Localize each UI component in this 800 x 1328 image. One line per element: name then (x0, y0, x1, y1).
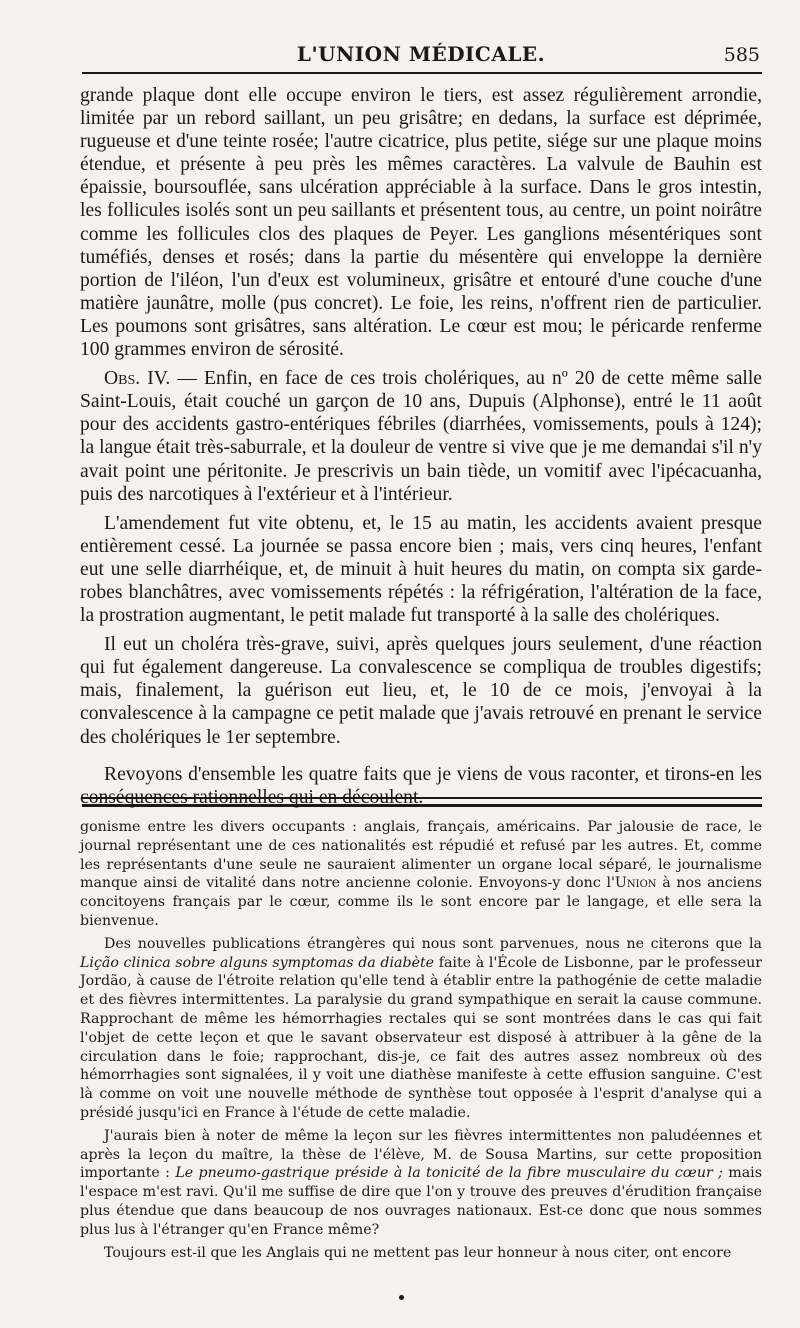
union-small-caps: Union (614, 875, 657, 892)
paragraph-anglais: Toujours est-il que les Anglais qui ne mettent pas leur honneur à nous citer, ont encore (104, 1244, 732, 1261)
publication-title: Lição clinica sobre alguns symptomas da diabète (80, 954, 435, 971)
footer-dot (399, 1295, 404, 1300)
text-run: Des nouvelles publications étrangères qui nous sont parvenues, nous ne citerons que la (104, 935, 762, 952)
text-run: mais l'espace m'est ravi. Qu'il me suffise de dire que l'on y trouve des preuves d'érudition française plus étendue que dans beaucoup de nos ouvrages nationaux. Est-ce donc que nous sommes plus lus à l'étranger qu'en France même? (80, 1165, 762, 1238)
observation-label: Obs. IV. (104, 368, 171, 390)
running-header (78, 40, 764, 70)
paragraph-publications (80, 935, 762, 1123)
paragraph-cholera: Il eut un choléra très-grave, suivi, après quelques jours seulement, d'une réaction qui fut également dangereuse. La convalescence se compliqua de troubles digestifs; mais, finalement, la guérison eut lieu, et, le 10 de ce mois, j'envoyai à la convalescence à la campagne ce petit malade que j'avais retrouvé en prenant le service des cholériques le 1er septembre. (80, 634, 762, 748)
paragraph-observation-iv (80, 367, 762, 506)
text-run: à nos anciens concitoyens français par le cœur, comme ils le sont encore par le langage, et elle sera la bienvenue. (80, 875, 762, 929)
paragraph-amendement: L'amendement fut vite obtenu, et, le 15 au matin, les accidents avaient presque entièrement cessé. La journée se passa encore bien ; mais, vers cinq heures, l'enfant eut une selle diarrhéique, et, de minuit à huit heures du matin, on compta six garde-robes blanchâtres, avec vomissements répétés : la réfrigération, l'altération de la face, la prostration augmentant, le petit malade fut transporté à la salle des cholériques. (80, 512, 762, 627)
paragraph-conclusion: Revoyons d'ensemble les quatre faits que je viens de vous raconter, et tirons-en les conséquences rationnelles qui en découlent. (80, 763, 762, 808)
text-run: gonisme entre les divers occupants : anglais, français, américains. Par jalousie de race, le journal représentant une de ces nationalités est répudié et refusé par les autres. Et, comme les représentants d'une seule ne sauraient alimenter un organe local séparé, le journalisme manque ainsi de vitalité dans notre ancienne colonie. Envoyons-y donc l' (80, 819, 762, 892)
paragraph-autopsy: grande plaque dont elle occupe environ le tiers, est assez régulièrement arrondie, limitée par un rebord saillant, un peu grisâtre; en dedans, la surface est déprimée, rugueuse et d'une teinte rosée; l'autre cicatrice, plus petite, siége sur une plaque moins étendue, et présente à peu près les mêmes caractères. La valvule de Bauhin est épaissie, boursouflée, sans ulcération appréciable à la surface. Dans le gros intestin, les follicules isolés sont un peu saillants et présentent tous, au centre, un point noirâtre comme les follicules clos des plaques de Peyer. Les ganglions mésentériques sont tuméfiés, denses et rosés; dans la partie du mésentère qui enveloppe la dernière portion de l'iléon, l'un d'eux est volumineux, grisâtre et entouré d'une couche d'une matière jaunâtre, molle (pus concret). Le foie, les reins, n'offrent rien de particulier. Les poumons sont grisâtres, sans altération. Le cœur est mou; le péricarde renferme 100 grammes environ de sérosité. (80, 85, 762, 361)
journal-title: L'UNION MÉDICALE. (296, 42, 546, 66)
feuilleton-column (80, 818, 762, 1266)
thesis-proposition: Le pneumo-gastrique préside à la tonicité de la fibre musculaire du cœur ; (175, 1165, 723, 1182)
paragraph-antagonisme (80, 818, 762, 931)
main-column (80, 84, 762, 815)
header-rule (82, 72, 762, 74)
text-run: faite à l'École de Lisbonne, par le professeur Jordão, à cause de l'étroite relation qu'elle tend à établir entre la pathogénie de cette maladie et des fièvres intermittentes. La paralysie du grand sympathique en serait la cause commune. Rapprochant de même les hémorrhagies rectales qui se sont montrées dans le cas qui fait l'objet de cette leçon et que le savant observateur est disposé à attribuer à la gêne de la circulation dans le foie; rapprochant, dis-je, ce fait des autres assez nombreux où des hémorrhagies sont signalées, il y voit une diathèse manifeste à cette effusion sanguine. C'est là comme on voit une nouvelle méthode de synthèse tout opposée à l'esprit d'analyse qui a présidé jusqu'ici en France à l'étude de cette maladie. (80, 954, 762, 1121)
paragraph-these (80, 1127, 762, 1240)
text-run: J'aurais bien à noter de même la leçon sur les fièvres intermittentes non paludéennes et après la leçon du maître, la thèse de l'élève, M. de Sousa Martins, sur cette proposition importante : (80, 1127, 762, 1182)
feuilleton-separator (82, 797, 762, 807)
observation-text: — Enfin, en face de ces trois cholériques, au nº 20 de cette même salle Saint-Louis, était couché un garçon de 10 ans, Dupuis (Alphonse), entré le 11 août pour des accidents gastro-entériques fébriles (diarrhées, vomissements, pouls à 124); la langue était très-saburrale, et la douleur de ventre si vive que je me demandai s'il n'y avait point une péritonite. Je prescrivis un bain tiède, un vomitif avec l'ipécacuanha, puis des narcotiques à l'extérieur et à l'intérieur. (80, 368, 762, 505)
page-number: 585 (723, 44, 760, 66)
